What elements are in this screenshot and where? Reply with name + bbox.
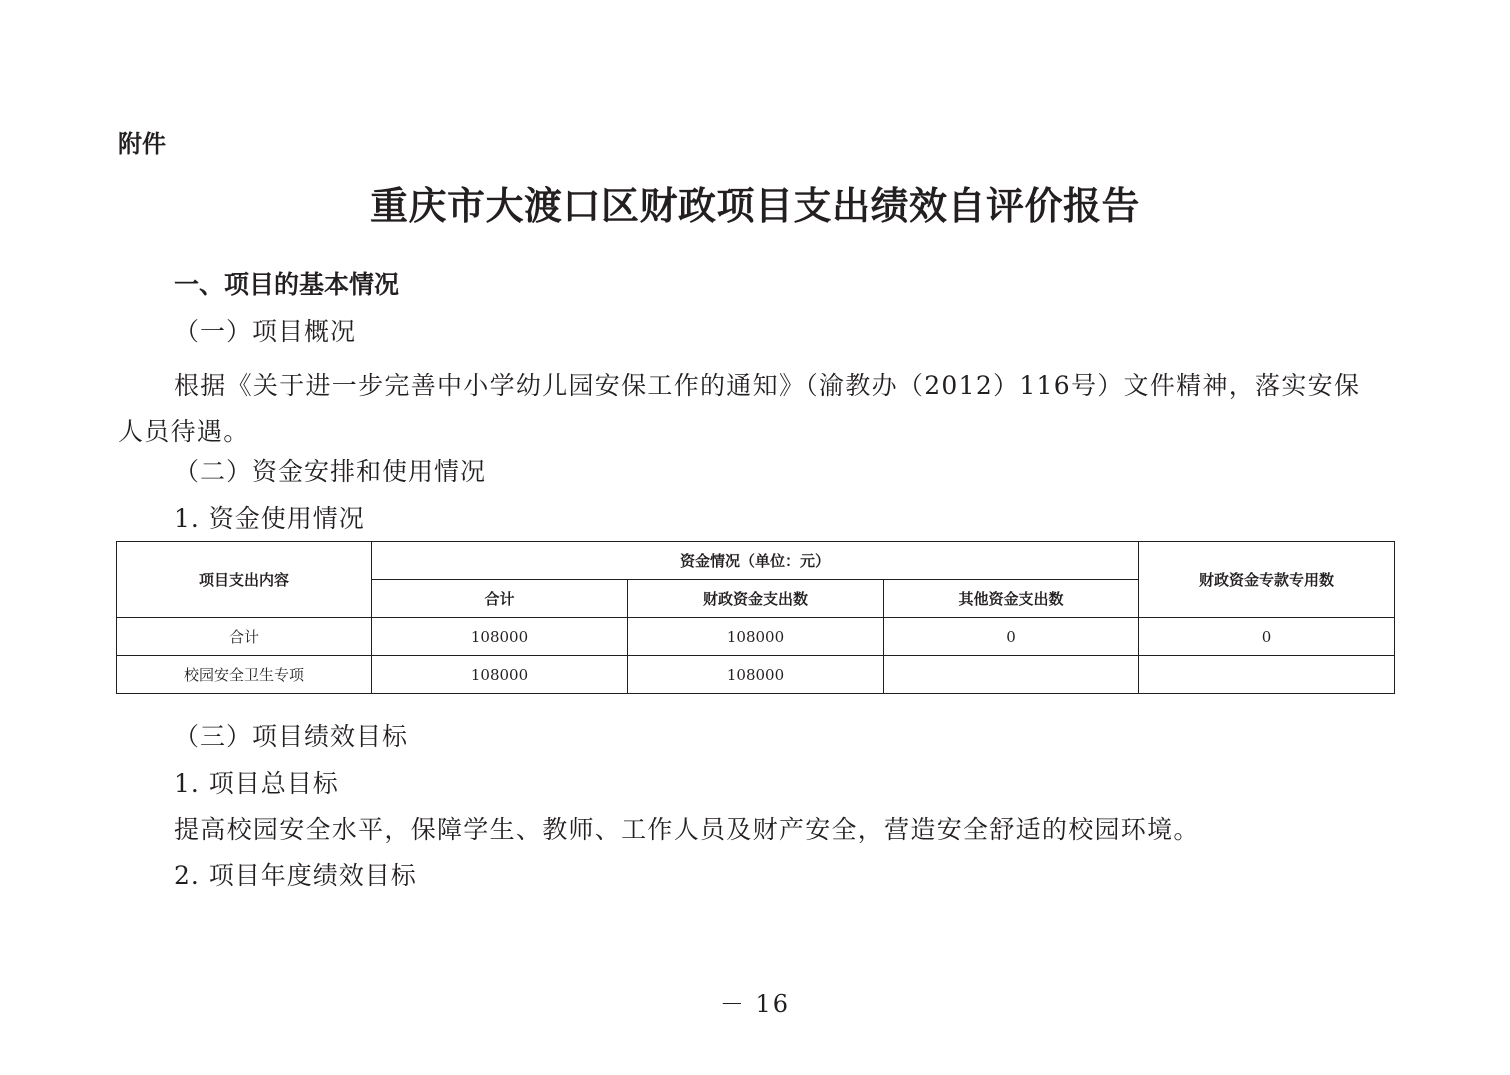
document-title: 重庆市大渡口区财政项目支出绩效自评价报告 — [369, 183, 1140, 228]
subsection-heading-overview: （一）项目概况 — [174, 317, 357, 346]
subsection-heading-performance-goals: （三）项目绩效目标 — [174, 722, 409, 751]
cell-name: 校园安全卫生专项 — [117, 656, 372, 694]
item-annual-goal: 2. 项目年度绩效目标 — [174, 861, 417, 890]
item-fund-usage: 1. 资金使用情况 — [174, 504, 365, 533]
overall-goal-text: 提高校园安全水平，保障学生、教师、工作人员及财产安全，营造安全舒适的校园环境。 — [174, 815, 1200, 844]
cell-special: 0 — [1139, 618, 1395, 656]
cell-total: 108000 — [372, 618, 628, 656]
header-funds-group: 资金情况（单位：元） — [372, 542, 1139, 580]
cell-name: 合计 — [117, 618, 372, 656]
page-number: － 16 — [719, 990, 791, 1018]
table-row — [117, 656, 1395, 694]
cell-other: 0 — [884, 618, 1139, 656]
cell-special — [1139, 656, 1395, 694]
table-row — [117, 618, 1395, 656]
header-other-expenditure: 其他资金支出数 — [884, 580, 1139, 618]
attachment-label: 附件 — [118, 130, 166, 158]
header-total: 合计 — [372, 580, 628, 618]
header-special-funds: 财政资金专款专用数 — [1139, 542, 1395, 618]
section-heading-basic-info: 一、项目的基本情况 — [174, 270, 400, 299]
cell-total: 108000 — [372, 656, 628, 694]
header-project-content: 项目支出内容 — [117, 542, 372, 618]
fund-usage-table — [116, 541, 1395, 694]
header-fiscal-expenditure: 财政资金支出数 — [628, 580, 884, 618]
cell-other — [884, 656, 1139, 694]
table-header-row — [117, 542, 1395, 580]
item-overall-goal: 1. 项目总目标 — [174, 769, 339, 798]
cell-fiscal: 108000 — [628, 656, 884, 694]
cell-fiscal: 108000 — [628, 618, 884, 656]
subsection-heading-funding: （二）资金安排和使用情况 — [174, 457, 487, 486]
overview-paragraph: 根据《关于进一步完善中小学幼儿园安保工作的通知》（渝教办（2012）116号）文件精神，落实安保人员待遇。 — [118, 371, 1361, 446]
